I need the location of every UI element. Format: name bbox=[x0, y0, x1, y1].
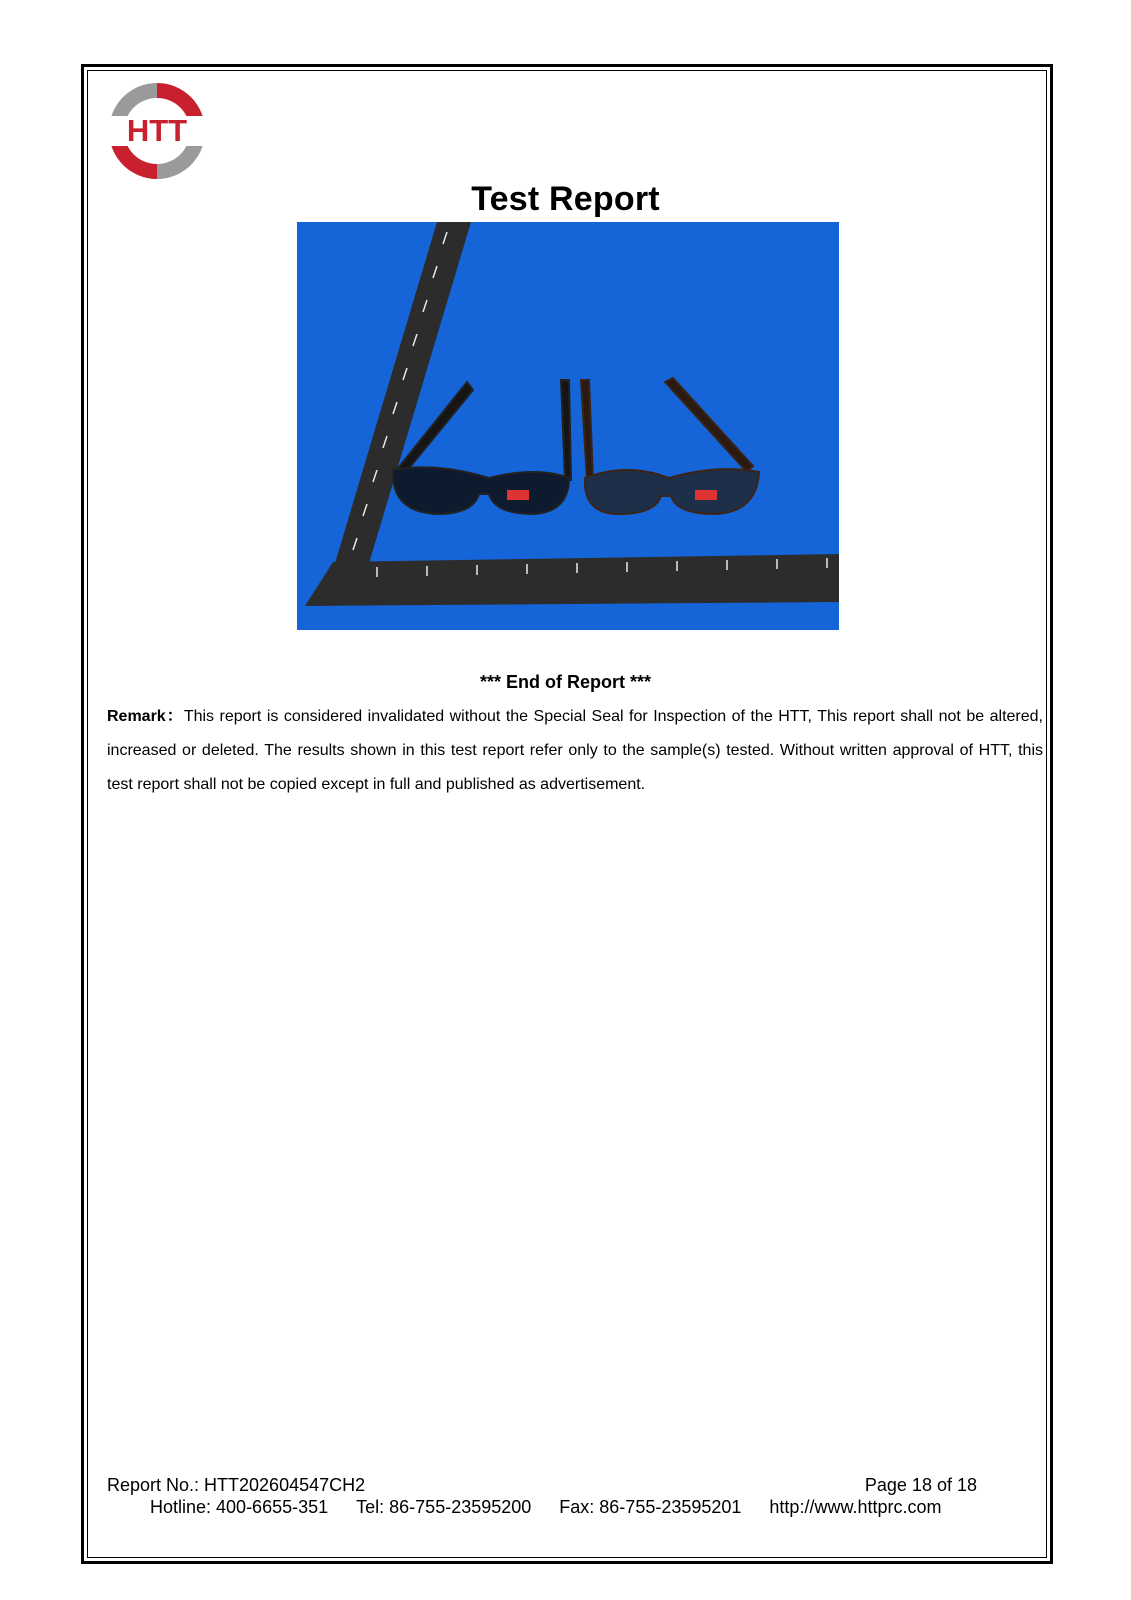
remark-label: Remark： bbox=[107, 708, 184, 725]
lens-sticker-right bbox=[695, 490, 717, 500]
end-of-report: *** End of Report *** bbox=[479, 672, 652, 692]
svg-text:HTT: HTT bbox=[126, 113, 188, 148]
sunglasses-sample-photo bbox=[297, 222, 839, 630]
fax: Fax: 86-755-23595201 bbox=[559, 1497, 742, 1517]
footer-line-2 bbox=[150, 1497, 969, 1518]
report-number: Report No.: HTT202604547CH2 bbox=[107, 1475, 366, 1495]
report-title: Test Report bbox=[471, 180, 660, 218]
footer-line-1 bbox=[107, 1475, 977, 1496]
remark-text: This report is considered invalidated without the Special Seal for Inspection of the HTT, This report shall not be altered, increased or deleted. The results shown in this test report refer only to the sample(s) tested. Without written approval of HTT, this test report shall not be copied except in full and published as advertisement. bbox=[107, 708, 1043, 793]
website-link[interactable]: http://www.httprc.com bbox=[769, 1497, 942, 1517]
page-number: Page 18 of 18 bbox=[864, 1475, 977, 1495]
ruler-horizontal bbox=[305, 554, 839, 606]
remark-paragraph bbox=[107, 700, 1043, 802]
htt-logo bbox=[104, 78, 210, 184]
hotline: Hotline: 400-6655-351 bbox=[150, 1497, 329, 1517]
telephone: Tel: 86-755-23595200 bbox=[356, 1497, 532, 1517]
lens-sticker-left bbox=[507, 490, 529, 500]
